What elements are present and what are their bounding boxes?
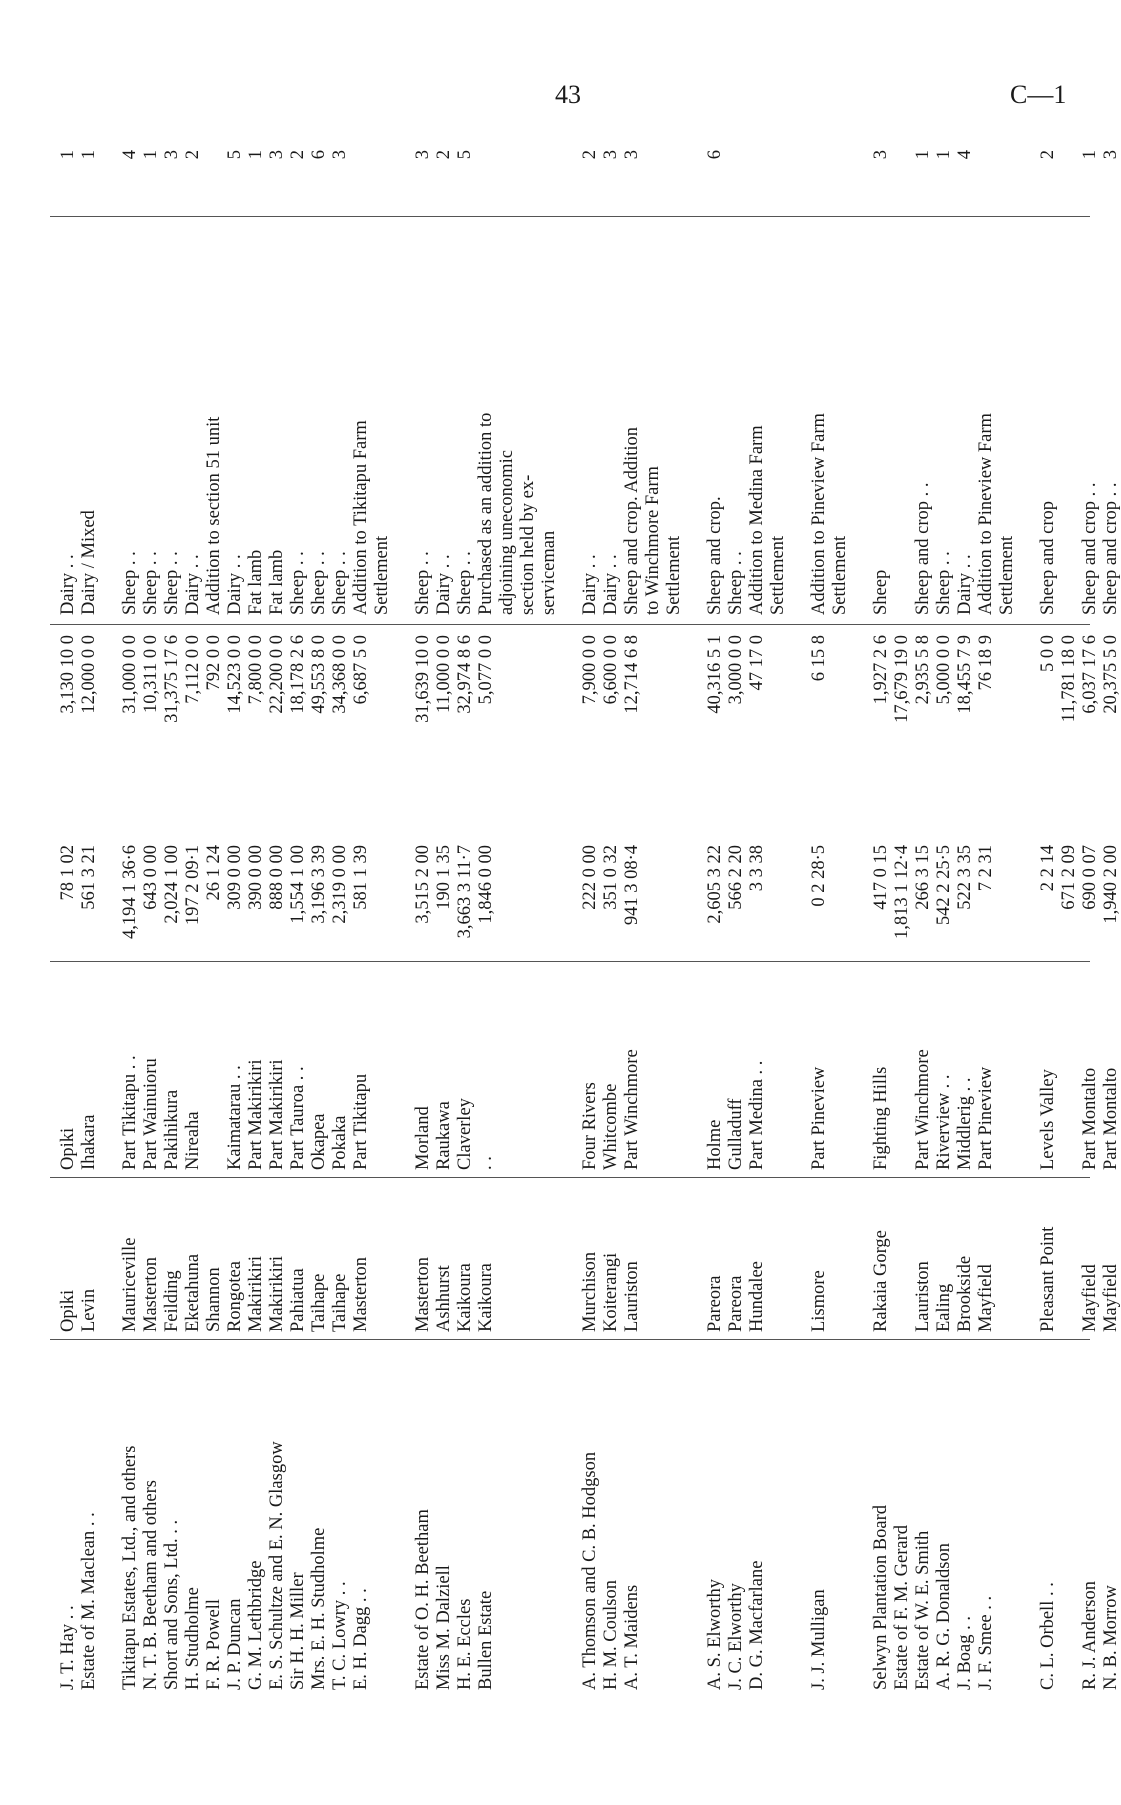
owner-cell: N. B. Morrow <box>1101 1585 1121 1690</box>
locality-cell: Taihape <box>309 1273 329 1332</box>
units-cell: 6 <box>705 150 725 160</box>
table-row <box>643 140 663 1700</box>
owner-cell: F. R. Powell <box>204 1598 224 1690</box>
property-cell: Part Montalto <box>1101 1067 1121 1170</box>
use-cell: Sheep . . <box>288 551 308 615</box>
property-cell: Holme <box>705 1119 725 1170</box>
table-row <box>79 140 99 1700</box>
owner-cell: D. G. Macfarlane <box>747 1560 767 1690</box>
property-cell: Ihakara <box>79 1114 99 1170</box>
table-row <box>913 140 933 1700</box>
price-cell: 49,553 8 0 <box>309 635 329 714</box>
use-cell: Addition to Tikitapu Farm <box>351 420 371 615</box>
table-row <box>768 140 788 1700</box>
locality-cell: Mayfield <box>976 1264 996 1332</box>
use-cell: Addition to section 51 unit <box>204 416 224 615</box>
area-cell: 1,846 0 00 <box>476 845 496 924</box>
table-row <box>183 140 203 1700</box>
table-row <box>330 140 350 1700</box>
locality-cell: Kaikoura <box>455 1263 475 1332</box>
property-cell: Part Pineview <box>976 1066 996 1170</box>
area-cell: 3,663 3 11·7 <box>455 845 475 939</box>
property-cell: Nireaha <box>183 1111 203 1170</box>
area-cell: 3 3 38 <box>747 845 767 892</box>
price-cell: 17,679 19 0 <box>892 635 912 723</box>
price-cell: 20,375 5 0 <box>1101 635 1121 714</box>
locality-cell: Mayfield <box>1080 1264 1100 1332</box>
property-cell: Part Montalto <box>1080 1067 1100 1170</box>
property-cell: Four Rivers <box>580 1082 600 1170</box>
area-cell: 351 0 32 <box>601 845 621 910</box>
price-cell: 18,455 7 9 <box>955 635 975 714</box>
owner-cell: G. M. Lethbridge <box>246 1560 266 1690</box>
price-cell: 3,130 10 0 <box>58 635 78 714</box>
use-cell: Sheep . . <box>413 551 433 615</box>
table-row <box>455 140 475 1700</box>
property-cell: Claverley <box>455 1098 475 1170</box>
use-cell: Dairy . . <box>434 554 454 615</box>
units-cell: 5 <box>225 150 245 160</box>
owner-cell: Bullen Estate <box>476 1590 496 1690</box>
locality-cell: Makirikiri <box>267 1255 287 1332</box>
price-cell: 6,037 17 6 <box>1080 635 1100 714</box>
property-cell: Part Winchmore <box>913 1049 933 1170</box>
owner-cell: J. Boag . . <box>955 1616 975 1690</box>
units-cell: 1 <box>934 150 954 160</box>
table-row <box>413 140 433 1700</box>
locality-cell: Lauriston <box>622 1261 642 1332</box>
use-cell: Settlement <box>830 535 850 615</box>
table-row <box>809 140 829 1700</box>
area-cell: 1,813 1 12·4 <box>892 845 912 940</box>
table-row <box>1059 140 1079 1700</box>
property-cell: Part Medina . . <box>747 1060 767 1170</box>
locality-cell: Shannon <box>204 1267 224 1332</box>
units-cell: 2 <box>580 150 600 160</box>
locality-cell: Rakaia Gorge <box>871 1230 891 1332</box>
property-cell: Middlerig . . <box>955 1077 975 1170</box>
locality-cell: Taihape <box>330 1273 350 1332</box>
use-cell: Sheep . . <box>934 551 954 615</box>
property-cell: Gulladuff <box>726 1098 746 1170</box>
locality-cell: Lauriston <box>913 1261 933 1332</box>
use-cell: Sheep . . <box>141 551 161 615</box>
property-cell: Part Makirikiri <box>246 1059 266 1170</box>
price-cell: 40,316 5 1 <box>705 635 725 714</box>
table-row <box>664 140 684 1700</box>
price-cell: 6 15 8 <box>809 635 829 682</box>
property-cell: Morland <box>413 1106 433 1170</box>
owner-cell: Mrs. E. H. Studholme <box>309 1527 329 1690</box>
units-cell: 1 <box>913 150 933 160</box>
area-cell: 542 2 25·5 <box>934 845 954 926</box>
table-row <box>162 140 182 1700</box>
area-cell: 2,605 3 22 <box>705 845 725 924</box>
use-cell: Fat lamb <box>246 549 266 615</box>
table-row <box>351 140 371 1700</box>
area-cell: 78 1 02 <box>58 845 78 901</box>
property-cell: Levels Valley <box>1038 1069 1058 1170</box>
price-cell: 34,368 0 0 <box>330 635 350 714</box>
locality-cell: Lismore <box>809 1270 829 1332</box>
area-cell: 3,196 3 39 <box>309 845 329 924</box>
use-cell: Dairy . . <box>58 554 78 615</box>
owner-cell: A. R. G. Donaldson <box>934 1543 954 1690</box>
units-cell: 1 <box>1080 150 1100 160</box>
price-cell: 32,974 8 6 <box>455 635 475 714</box>
table-row <box>726 140 746 1700</box>
owner-cell: E. S. Schultze and E. N. Glasgow <box>267 1441 287 1690</box>
locality-cell: Pahiatua <box>288 1268 308 1332</box>
price-cell: 47 17 0 <box>747 635 767 691</box>
use-cell: Sheep . . <box>330 551 350 615</box>
table-row <box>1038 140 1058 1700</box>
use-cell: Settlement <box>372 535 392 615</box>
owner-cell: R. J. Anderson <box>1080 1581 1100 1690</box>
property-cell: . . <box>476 1156 496 1170</box>
property-cell: Pokaka <box>330 1115 350 1170</box>
area-cell: 7 2 31 <box>976 845 996 892</box>
price-cell: 31,375 17 6 <box>162 635 182 723</box>
table-row <box>434 140 454 1700</box>
area-cell: 0 2 28·5 <box>809 845 829 907</box>
use-cell: Fat lamb <box>267 549 287 615</box>
owner-cell: Miss M. Dalziell <box>434 1565 454 1690</box>
use-cell: Addition to Medina Farm <box>747 425 767 615</box>
owner-cell: H. M. Coulson <box>601 1580 621 1690</box>
owner-cell: Estate of W. E. Smith <box>913 1530 933 1690</box>
units-cell: 1 <box>141 150 161 160</box>
use-cell: Dairy . . <box>580 554 600 615</box>
price-cell: 7,112 0 0 <box>183 635 203 704</box>
area-cell: 888 0 00 <box>267 845 287 910</box>
owner-cell: C. L. Orbell . . <box>1038 1582 1058 1690</box>
use-cell: to Winchmore Farm <box>643 466 663 615</box>
table-row <box>871 140 891 1700</box>
price-cell: 12,714 6 8 <box>622 635 642 714</box>
use-cell: Dairy . . <box>225 554 245 615</box>
use-cell: Settlement <box>768 535 788 615</box>
area-cell: 941 3 08·4 <box>622 845 642 926</box>
use-cell: Dairy . . <box>183 554 203 615</box>
locality-cell: Levin <box>79 1288 99 1332</box>
price-cell: 31,000 0 0 <box>120 635 140 714</box>
use-cell: Sheep . . <box>162 551 182 615</box>
table-row <box>601 140 621 1700</box>
area-cell: 2 2 14 <box>1038 845 1058 892</box>
price-cell: 2,935 5 8 <box>913 635 933 705</box>
price-cell: 76 18 9 <box>976 635 996 691</box>
use-cell: Sheep and crop. Addition <box>622 426 642 615</box>
area-cell: 566 2 20 <box>726 845 746 910</box>
property-cell: Part Tikitapu <box>351 1073 371 1170</box>
locality-cell: Koiterangi <box>601 1252 621 1332</box>
use-cell: Dairy . . <box>601 554 621 615</box>
locality-cell: Opiki <box>58 1289 78 1332</box>
locality-cell: Masterton <box>413 1256 433 1332</box>
owner-cell: Sir H. H. Miller <box>288 1572 308 1690</box>
table-row <box>58 140 78 1700</box>
owner-cell: Estate of F. M. Gerard <box>892 1525 912 1690</box>
table-row <box>267 140 287 1700</box>
table-row <box>1080 140 1100 1700</box>
use-cell: Sheep . . <box>120 551 140 615</box>
price-cell: 7,800 0 0 <box>246 635 266 705</box>
table-row <box>976 140 996 1700</box>
property-cell: Raukawa <box>434 1101 454 1170</box>
owner-cell: Tikitapu Estates, Ltd., and others <box>120 1445 140 1690</box>
area-cell: 309 0 00 <box>225 845 245 910</box>
table-row <box>288 140 308 1700</box>
area-cell: 2,024 1 00 <box>162 845 182 924</box>
table-row <box>372 140 392 1700</box>
use-cell: Sheep . . <box>726 551 746 615</box>
area-cell: 690 0 07 <box>1080 845 1100 910</box>
owner-cell: J. P. Duncan <box>225 1598 245 1690</box>
property-cell: Part Tikitapu . . <box>120 1055 140 1170</box>
page-number: 43 <box>555 80 581 109</box>
use-cell: Sheep . . <box>309 551 329 615</box>
use-cell: Purchased as an addition to <box>476 412 496 615</box>
use-cell: Settlement <box>997 535 1017 615</box>
locality-cell: Eketahuna <box>183 1253 203 1332</box>
owner-cell: A. S. Elworthy <box>705 1579 725 1690</box>
use-cell: Sheep and crop <box>1038 500 1058 615</box>
locality-cell: Pareora <box>705 1275 725 1332</box>
owner-cell: H. Studholme <box>183 1587 203 1690</box>
area-cell: 26 1 24 <box>204 845 224 901</box>
price-cell: 6,687 5 0 <box>351 635 371 705</box>
price-cell: 7,900 0 0 <box>580 635 600 705</box>
use-cell: Sheep and crop . . <box>1080 482 1100 615</box>
units-cell: 2 <box>1038 150 1058 160</box>
price-cell: 22,200 0 0 <box>267 635 287 714</box>
area-cell: 4,194 1 36·6 <box>120 845 140 940</box>
table-row <box>120 140 140 1700</box>
units-cell: 4 <box>955 150 975 160</box>
price-cell: 10,311 0 0 <box>141 635 161 713</box>
units-cell: 3 <box>413 150 433 160</box>
table-row <box>497 140 517 1700</box>
property-cell: Opiki <box>58 1127 78 1170</box>
table-row <box>747 140 767 1700</box>
area-cell: 643 0 00 <box>141 845 161 910</box>
property-cell: Fighting Hills <box>871 1066 891 1170</box>
use-cell: Sheep and crop . . <box>913 482 933 615</box>
locality-cell: Rongotea <box>225 1261 245 1332</box>
property-cell: Okapea <box>309 1113 329 1170</box>
price-cell: 11,781 18 0 <box>1059 635 1079 723</box>
units-cell: 3 <box>871 150 891 160</box>
owner-cell: T. C. Lowry . . <box>330 1581 350 1690</box>
price-cell: 5 0 0 <box>1038 635 1058 672</box>
units-cell: 1 <box>58 150 78 160</box>
owner-cell: Estate of O. H. Beetham <box>413 1509 433 1690</box>
area-cell: 2,319 0 00 <box>330 845 350 924</box>
price-cell: 18,178 2 6 <box>288 635 308 714</box>
area-cell: 561 3 21 <box>79 845 99 910</box>
property-cell: Part Pineview <box>809 1066 829 1170</box>
locality-cell: Brookside <box>955 1255 975 1332</box>
table-row <box>309 140 329 1700</box>
paper-reference: C—1 <box>1010 80 1067 109</box>
locality-cell: Masterton <box>141 1256 161 1332</box>
owner-cell: Selwyn Plantation Board <box>871 1505 891 1690</box>
units-cell: 1 <box>79 150 99 160</box>
units-cell: 4 <box>120 150 140 160</box>
property-cell: Part Tauroa . . <box>288 1066 308 1170</box>
area-cell: 671 2 09 <box>1059 845 1079 910</box>
locality-cell: Makirikiri <box>246 1255 266 1332</box>
locality-cell: Mayfield <box>1101 1264 1121 1332</box>
use-cell: Dairy / Mixed <box>79 510 99 615</box>
owner-cell: N. T. B. Beetham and others <box>141 1480 161 1690</box>
units-cell: 1 <box>246 150 266 160</box>
locality-cell: Kaikoura <box>476 1263 496 1332</box>
locality-cell: Hundalee <box>747 1261 767 1332</box>
units-cell: 2 <box>183 150 203 160</box>
use-cell: Dairy . . <box>955 554 975 615</box>
price-cell: 5,000 0 0 <box>934 635 954 705</box>
table-row <box>204 140 224 1700</box>
price-cell: 3,000 0 0 <box>726 635 746 705</box>
area-cell: 266 3 15 <box>913 845 933 910</box>
area-cell: 1,554 1 00 <box>288 845 308 924</box>
area-cell: 581 1 39 <box>351 845 371 910</box>
table-row <box>955 140 975 1700</box>
locality-cell: Feilding <box>162 1270 182 1332</box>
owner-cell: J. C. Elworthy <box>726 1583 746 1690</box>
area-cell: 197 2 09·1 <box>183 845 203 926</box>
table-row <box>476 140 496 1700</box>
property-cell: Riverview . . <box>934 1074 954 1170</box>
use-cell: section held by ex- <box>518 474 538 615</box>
units-cell: 6 <box>309 150 329 160</box>
table-row <box>1101 140 1121 1700</box>
locality-cell: Murchison <box>580 1251 600 1332</box>
locality-cell: Ashhurst <box>434 1265 454 1332</box>
owner-cell: J. T. Hay . . <box>58 1605 78 1690</box>
owner-cell: Short and Sons, Ltd. . . <box>162 1519 182 1690</box>
area-cell: 222 0 00 <box>580 845 600 910</box>
locality-cell: Masterton <box>351 1256 371 1332</box>
area-cell: 190 1 35 <box>434 845 454 910</box>
property-cell: Part Wainuioru <box>141 1058 161 1170</box>
use-cell: serviceman <box>539 530 559 615</box>
units-cell: 3 <box>162 150 182 160</box>
table-row <box>934 140 954 1700</box>
units-cell: 3 <box>330 150 350 160</box>
area-cell: 390 0 00 <box>246 845 266 910</box>
table-row <box>518 140 538 1700</box>
locality-cell: Pleasant Point <box>1038 1226 1058 1332</box>
table-row <box>141 140 161 1700</box>
use-cell: Sheep <box>871 569 891 615</box>
property-cell: Pakihikura <box>162 1089 182 1170</box>
locality-cell: Pareora <box>726 1275 746 1332</box>
use-cell: adjoining uneconomic <box>497 450 517 615</box>
price-cell: 11,000 0 0 <box>434 635 454 713</box>
table-row <box>580 140 600 1700</box>
table-row <box>892 140 912 1700</box>
units-cell: 2 <box>288 150 308 160</box>
table-row <box>539 140 559 1700</box>
table-row <box>997 140 1017 1700</box>
owner-cell: H. E. Eccles <box>455 1598 475 1690</box>
price-cell: 5,077 0 0 <box>476 635 496 705</box>
price-cell: 31,639 10 0 <box>413 635 433 723</box>
property-cell: Part Winchmore <box>622 1049 642 1170</box>
table-row <box>830 140 850 1700</box>
use-cell: Sheep . . <box>455 551 475 615</box>
units-cell: 5 <box>455 150 475 160</box>
owner-cell: A. Thomson and C. B. Hodgson <box>580 1451 600 1690</box>
owner-cell: J. F. Smee . . <box>976 1595 996 1690</box>
use-cell: Sheep and crop . . <box>1101 482 1121 615</box>
table-row <box>225 140 245 1700</box>
price-cell: 1,927 2 6 <box>871 635 891 705</box>
units-cell: 2 <box>434 150 454 160</box>
units-cell: 3 <box>622 150 642 160</box>
units-cell: 3 <box>1101 150 1121 160</box>
units-cell: 3 <box>267 150 287 160</box>
table-row <box>246 140 266 1700</box>
table-row <box>622 140 642 1700</box>
units-cell: 3 <box>601 150 621 160</box>
table-row <box>705 140 725 1700</box>
price-cell: 6,600 0 0 <box>601 635 621 705</box>
use-cell: Settlement <box>664 535 684 615</box>
price-cell: 792 0 0 <box>204 635 224 691</box>
property-cell: Part Makirikiri <box>267 1059 287 1170</box>
area-cell: 3,515 2 00 <box>413 845 433 924</box>
property-cell: Whitcombe <box>601 1083 621 1170</box>
price-cell: 14,523 0 0 <box>225 635 245 714</box>
locality-cell: Ealing <box>934 1283 954 1332</box>
area-cell: 417 0 15 <box>871 845 891 910</box>
use-cell: Addition to Pineview Farm <box>976 413 996 615</box>
owner-cell: E. H. Dagg . . <box>351 1588 371 1690</box>
owner-cell: Estate of M. Maclean . . <box>79 1512 99 1690</box>
price-cell: 12,000 0 0 <box>79 635 99 714</box>
area-cell: 522 3 35 <box>955 845 975 910</box>
owner-cell: J. J. Mulligan <box>809 1589 829 1690</box>
area-cell: 1,940 2 00 <box>1101 845 1121 924</box>
land-purchase-table <box>50 140 1121 1700</box>
owner-cell: A. T. Maidens <box>622 1584 642 1690</box>
property-cell: Kaimatarau . . <box>225 1065 245 1170</box>
use-cell: Addition to Pineview Farm <box>809 413 829 615</box>
locality-cell: Mauriceville <box>120 1237 140 1332</box>
use-cell: Sheep and crop. <box>705 496 725 615</box>
